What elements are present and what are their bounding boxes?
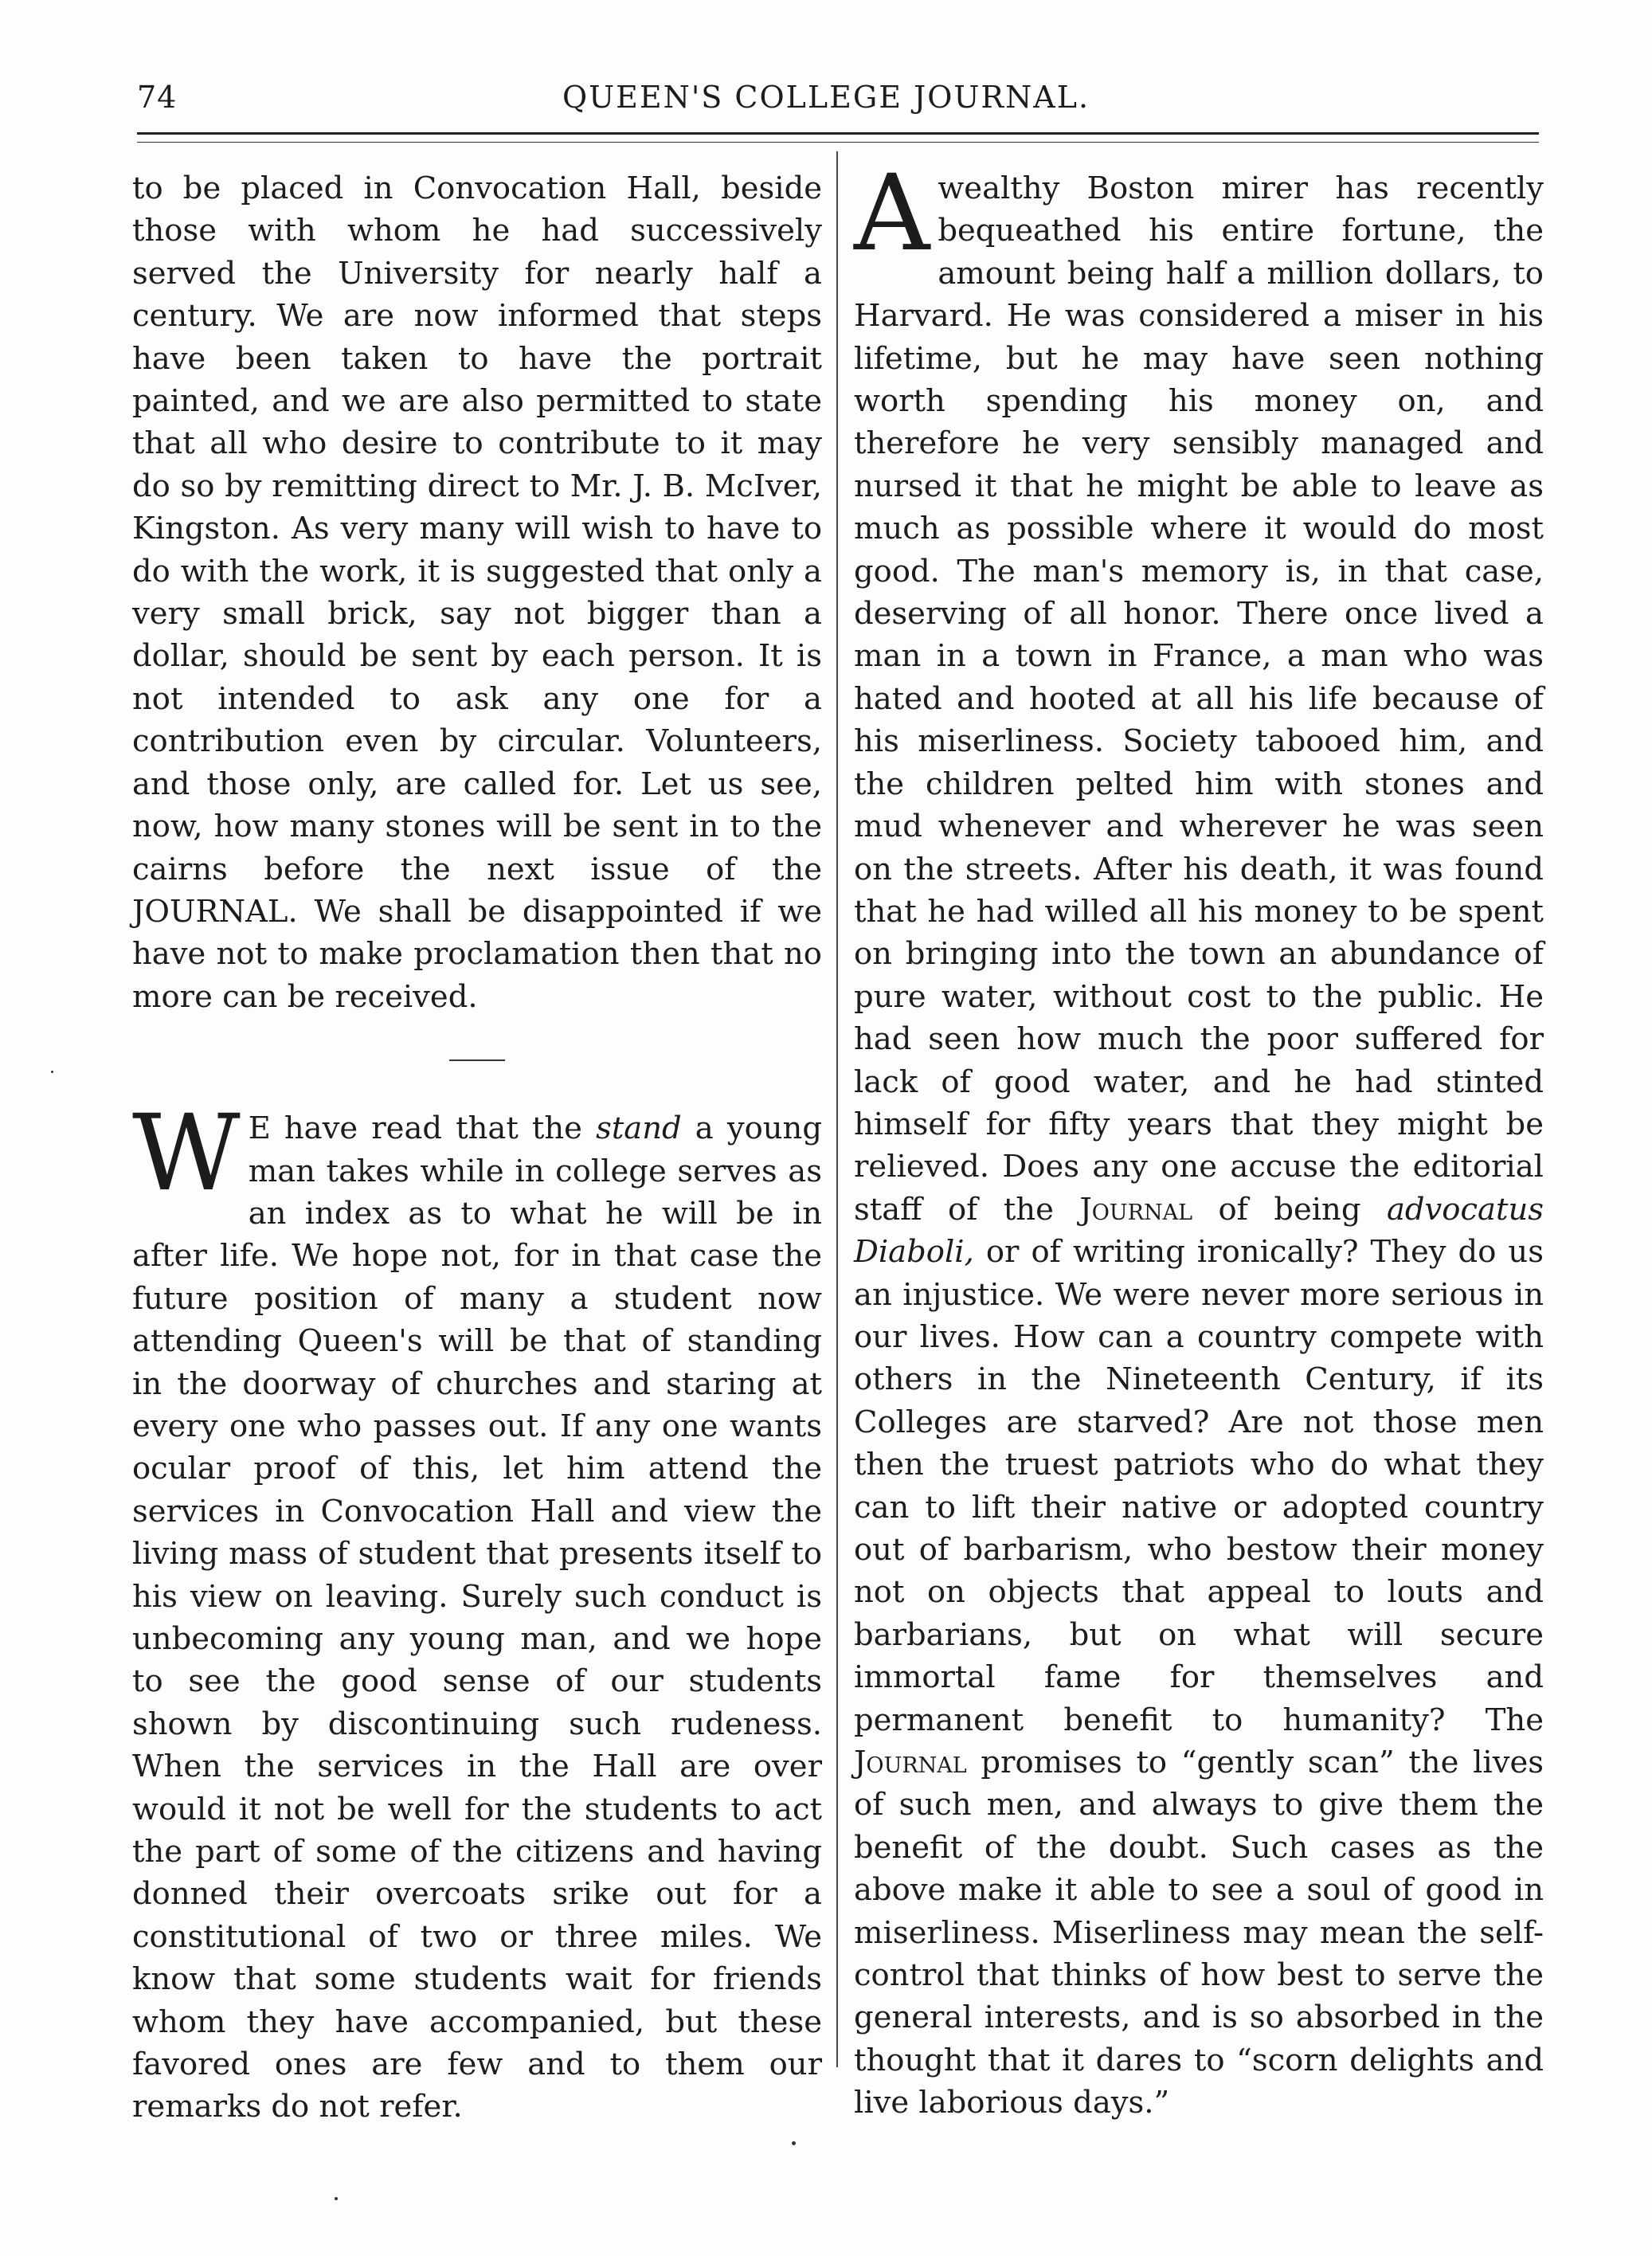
paragraph-portrait-notice: to be placed in Convocation Hall, beside those with whom he had successively served the University for nearly half a century. We are now informed that steps have been taken to have the portrait painted, and we are also permitted to state that all who desire to contribute to it may do so by remitting direct to Mr. J. B. McIver, Kingston. As very many will wish to have to do with the work, it is suggested that only a very small brick, say not bigger than a dollar, should be sent by each person. It is not intended to ask any one for a contribution even by circular. Volunteers, and those only, are called for. Let us see, now, how many stones will be sent in to the cairns before the next issue of the JOURNAL. We shall be disappointed if we have not to make proclamation then that no more can be received.	[132, 170, 822, 1015]
left-column	[132, 167, 822, 2129]
text-segment: wealthy Boston mirer has recently bequeathed his entire fortune, the amount being half a million dollars, to Harvard. He was considered a miser in his lifetime, but he may have seen nothing worth spending his money on, and therefore he very sensibly managed and nursed it that he might be able to leave as much as possible where it would do most good. The man's memory is, in that case, deserving of all honor. There once lived a man in a town in France, a man who was hated and hooted at all his life because of his miserliness. Society tabooed him, and the children pelted him with stones and mud whenever and wherever he was seen on the streets. After his death, it was found that he had willed all his money to be spent on bringing into the town an abundance of pure water, without cost to the public. He had seen how much the poor suffered for lack of good water, and he had stinted himself for fifty years that they might be relieved. Does any one accuse the editorial staff of the	[854, 170, 1544, 1228]
header-rule-thin	[137, 142, 1539, 143]
column-divider	[836, 151, 838, 2067]
header-rule-thick	[137, 132, 1539, 135]
italic-phrase: advocatus Diaboli,	[854, 1191, 1544, 1271]
drop-cap-a: A	[854, 152, 930, 275]
right-column	[854, 152, 1544, 2125]
text-segment: a young man takes while in college serves as an index as to what he will be in after life. We hope not, for in that case the future position of many a student now attending Queen's will be that of standing in the doorway of churches and staring at every one who passes out. If any one wants ocular proof of this, let him attend the services in Convocation Hall and view the living mass of student that presents itself to his view on leaving. Surely such conduct is unbecoming any young man, and we hope to see the good sense of our students shown by discontinuing such rudeness. When the services in the Hall are over would it not be well for the students to act the part of some of the citizens and having donned their overcoats srike out for a constitutional of two or three miles. We know that some students wait for friends whom they have accompanied, but these favored ones are few and to them our remarks do not refer.	[132, 1110, 822, 2125]
italic-word: stand	[596, 1110, 682, 1147]
text-segment: promises to “gently scan” the lives of such men, and always to give them the benefit of the doubt. Such cases as the above make it able to see a soul of good in miserliness. Miserliness may mean the self-control that thinks of how best to serve the general interests, and is so absorbed in the thought that it dares to “scorn delights and live laborious days.”	[854, 1745, 1544, 2121]
print-speck	[51, 1071, 53, 1073]
section-divider	[449, 1059, 505, 1061]
print-speck	[335, 2197, 338, 2200]
running-head: QUEEN'S COLLEGE JOURNAL.	[562, 80, 1090, 115]
print-speck	[792, 2141, 796, 2145]
text-segment: or of writing ironically? They do us an injustice. We were never more serious in our lives. How can a country compete with others in the Nineteenth Century, if its Colleges are starved? Are not those men then the truest patriots who do what they can to lift their native or adopted country out of barbarism, who bestow their money not on objects that appeal to louts and barbarians, but on what will secure immortal fame for themselves and permanent benefit to humanity? The	[854, 1234, 1544, 1738]
paragraph-student-conduct	[132, 1092, 822, 2129]
journal-name: Journal	[1079, 1191, 1193, 1228]
paragraph-miser-bequest	[854, 152, 1544, 2125]
page-number: 74	[137, 80, 178, 115]
drop-cap-w: W	[132, 1092, 241, 1216]
text-segment: of being	[1192, 1191, 1387, 1228]
text-segment: E have read that the	[248, 1110, 597, 1147]
journal-name: Journal	[854, 1745, 967, 1781]
